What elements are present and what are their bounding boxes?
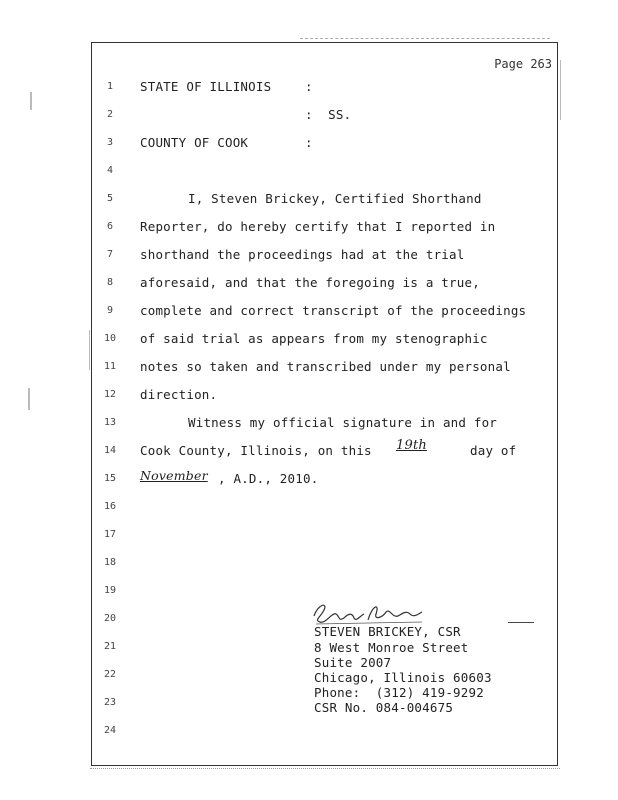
certificate-line: Reporter, do hereby certify that I reported in: [140, 219, 496, 234]
certificate-line: shorthand the proceedings had at the trial: [140, 247, 465, 262]
line-number: 18: [103, 557, 117, 568]
caption-county: COUNTY OF COOK: [140, 135, 249, 150]
scan-artifact-left-1: [30, 92, 32, 110]
certificate-line: complete and correct transcript of the proceedings: [140, 303, 527, 318]
caption-colon: :: [305, 135, 313, 150]
reporter-phone: Phone: (312) 419-9292: [314, 685, 484, 700]
caption-state: STATE OF ILLINOIS: [140, 79, 272, 94]
certificate-line: direction.: [140, 387, 218, 402]
line-number: 16: [103, 501, 117, 512]
line-number: 6: [106, 221, 114, 232]
caption-colon: :: [305, 79, 313, 94]
reporter-suite: Suite 2007: [314, 655, 392, 670]
line-number: 7: [106, 249, 114, 260]
line-number: 5: [106, 193, 114, 204]
reporter-csr-number: CSR No. 084-004675: [314, 700, 454, 715]
certificate-line: day of: [470, 443, 517, 458]
handwritten-month: November: [140, 468, 208, 483]
line-number: 20: [103, 613, 117, 624]
signature-dash: [508, 622, 534, 623]
line-number: 2: [106, 109, 114, 120]
certificate-line: Witness my official signature in and for: [188, 415, 498, 430]
certificate-line: of said trial as appears from my stenographic: [140, 331, 488, 346]
handwritten-day: 19th: [396, 438, 427, 453]
line-number: 8: [106, 277, 114, 288]
line-number: 4: [106, 165, 114, 176]
line-number: 14: [103, 445, 117, 456]
certificate-line: I, Steven Brickey, Certified Shorthand: [188, 191, 482, 206]
certificate-line: Cook County, Illinois, on this: [140, 443, 372, 458]
line-number: 17: [103, 529, 117, 540]
scan-artifact-bottom: [90, 764, 560, 769]
scan-artifact-margin: [89, 330, 90, 370]
scan-artifact-right: [560, 60, 561, 120]
line-number: 23: [103, 697, 117, 708]
line-number: 3: [106, 137, 114, 148]
line-number: 9: [106, 305, 114, 316]
reporter-address: 8 West Monroe Street: [314, 640, 469, 655]
line-number: 24: [103, 725, 117, 736]
line-number: 10: [103, 333, 117, 344]
line-number: 22: [103, 669, 117, 680]
line-number: 12: [103, 389, 117, 400]
line-number: 19: [103, 585, 117, 596]
reporter-name: STEVEN BRICKEY, CSR: [314, 624, 461, 639]
line-number: 11: [103, 361, 117, 372]
page-number: Page 263: [494, 57, 552, 71]
caption-ss: : SS.: [305, 107, 352, 122]
reporter-city: Chicago, Illinois 60603: [314, 670, 492, 685]
certificate-line: , A.D., 2010.: [218, 471, 319, 486]
certificate-line: notes so taken and transcribed under my personal: [140, 359, 511, 374]
line-number: 1: [106, 81, 114, 92]
scan-artifact-left-2: [28, 388, 30, 410]
certificate-line: aforesaid, and that the foregoing is a true,: [140, 275, 480, 290]
line-number: 15: [103, 473, 117, 484]
line-number: 21: [103, 641, 117, 652]
line-number: 13: [103, 417, 117, 428]
